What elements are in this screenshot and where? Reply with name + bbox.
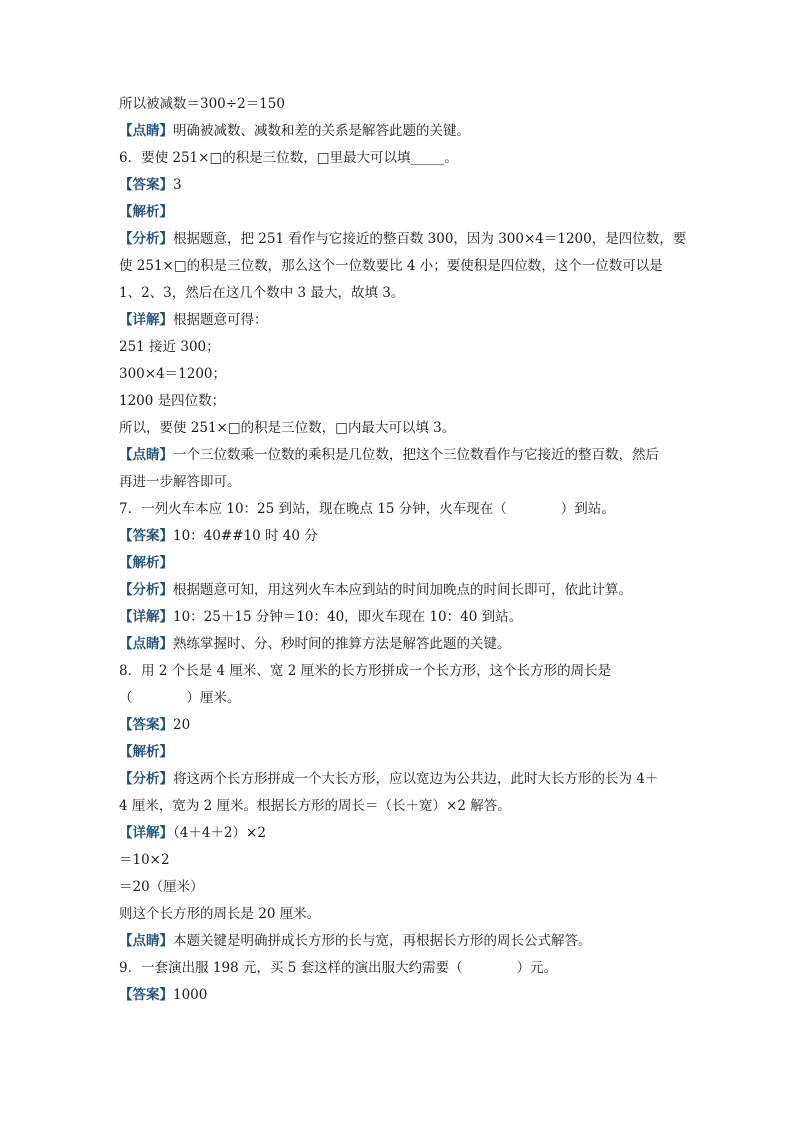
analysis-label: 【分析】 [119, 231, 173, 247]
answer-label: 【答案】 [119, 987, 173, 1003]
detail-line: 【详解】（4＋4＋2）×2 [119, 825, 266, 841]
detail-line: 【详解】10：25＋15 分钟＝10：40，即火车现在 10：40 到站。 [119, 609, 523, 625]
text-line: 4 厘米，宽为 2 厘米。根据长方形的周长＝（长＋宽）×2 解答。 [119, 798, 511, 814]
comment-label: 【点睛】 [119, 447, 173, 463]
detail-label: 【详解】 [119, 825, 173, 841]
detail-label: 【详解】 [119, 312, 173, 328]
question-6: 6．要使 251×□的积是三位数，□里最大可以填_____。 [119, 150, 458, 166]
answer-line: 【答案】10：40##10 时 40 分 [119, 528, 318, 544]
comment-line: 【点睛】熟练掌握时、分、秒时间的推算方法是解答此题的关键。 [119, 636, 511, 652]
answer-label: 【答案】 [119, 528, 173, 544]
analysis-line: 【分析】将这两个长方形拼成一个大长方形，应以宽边为公共边，此时大长方形的长为 4＋ [119, 771, 659, 787]
answer-label: 【答案】 [119, 717, 173, 733]
explanation-heading: 【解析】 [119, 555, 173, 571]
answer-line: 【答案】1000 [119, 987, 208, 1003]
answer-label: 【答案】 [119, 177, 173, 193]
analysis-label: 【分析】 [119, 582, 173, 598]
analysis-label: 【分析】 [119, 771, 173, 787]
explanation-heading: 【解析】 [119, 744, 173, 760]
question-8: 8．用 2 个长是 4 厘米、宽 2 厘米的长方形拼成一个长方形，这个长方形的周长是 [119, 663, 612, 679]
text-line: 则这个长方形的周长是 20 厘米。 [119, 906, 321, 922]
explanation-heading: 【解析】 [119, 204, 173, 220]
text-line: 再进一步解答即可。 [119, 474, 241, 490]
text-line: 251 接近 300； [119, 339, 220, 355]
comment-label: 【点睛】 [119, 123, 173, 139]
text-line: 1200 是四位数； [119, 393, 226, 409]
question-7: 7．一列火车本应 10：25 到站，现在晚点 15 分钟，火车现在（ ）到站。 [119, 501, 615, 517]
analysis-line: 【分析】根据题意可知，用这列火车本应到站的时间加晚点的时间长即可，依此计算。 [119, 582, 632, 598]
text-line: ＝20（厘米） [119, 879, 204, 895]
comment-line: 【点睛】本题关键是明确拼成长方形的长与宽，再根据长方形的周长公式解答。 [119, 933, 592, 949]
text-line: 使 251×□的积是三位数，那么这个一位数要比 4 小；要使积是四位数，这个一位数可以是 [119, 258, 663, 274]
text-line: 所以被减数＝300÷2＝150 [119, 96, 285, 112]
comment-label: 【点睛】 [119, 636, 173, 652]
answer-line: 【答案】3 [119, 177, 182, 193]
analysis-line: 【分析】根据题意，把 251 看作与它接近的整百数 300，因为 300×4＝1200，是四位数，要 [119, 231, 687, 247]
text-line: 1、2、3，然后在这几个数中 3 最大，故填 3。 [119, 285, 405, 301]
text-line: 300×4＝1200； [119, 366, 227, 382]
detail-line: 【详解】根据题意可得： [119, 312, 268, 328]
comment-label: 【点睛】 [119, 933, 173, 949]
comment-line: 【点睛】一个三位数乘一位数的乘积是几位数，把这个三位数看作与它接近的整百数，然后 [119, 447, 659, 463]
text-line: ＝10×2 [119, 852, 170, 868]
text-line: （ ）厘米。 [119, 690, 241, 706]
text-line: 所以，要使 251×□的积是三位数，□内最大可以填 3。 [119, 420, 456, 436]
detail-label: 【详解】 [119, 609, 173, 625]
comment-line: 【点睛】明确被减数、减数和差的关系是解答此题的关键。 [119, 123, 470, 139]
question-9: 9．一套演出服 198 元，买 5 套这样的演出服大约需要（ ）元。 [119, 960, 558, 976]
answer-line: 【答案】20 [119, 717, 191, 733]
